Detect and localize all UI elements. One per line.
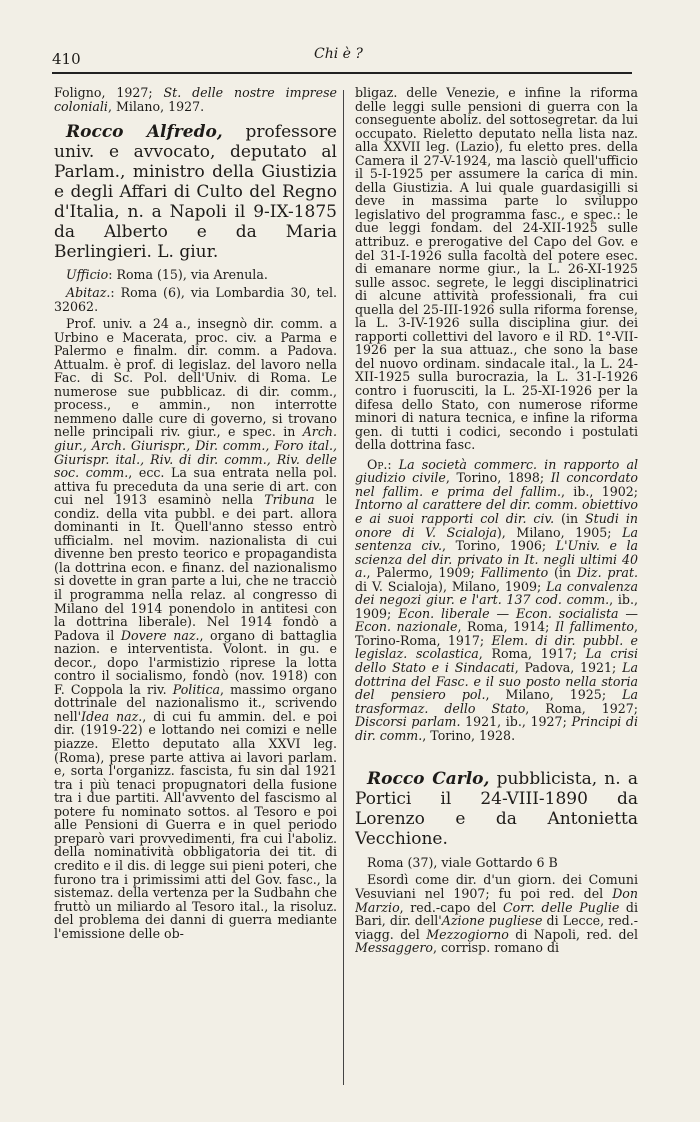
text-run: , Torino, 1928. [422, 727, 516, 743]
text-run: , ib., 1909; [355, 592, 638, 621]
entry-heading-rocco-alfredo: Rocco Alfredo, professore univ. e avvocato, deputato al Parlam., ministro della Giustizia e degli Affari di Culto del Regno d'Italia, n. a Napoli il 9-IX-1875 da Alberto e da Maria Berlingieri. L. giur. [54, 122, 337, 262]
italic-title: Principi di dir. comm. [355, 714, 638, 743]
text-run: ), Milano, 1905; [496, 524, 623, 540]
text-run: , ib., 1902; [561, 483, 638, 499]
italic-title: La crisi dello Stato e i Sindacati [355, 646, 638, 675]
italic-title: Intorno al carattere del dir. comm. obiettivo e ai suoi rapporti col dir. civ. [355, 497, 638, 526]
text-run: di Lecce, red.-viagg. del [355, 913, 638, 942]
entry-name: Rocco Carlo, [367, 769, 490, 790]
italic-title: Azione pugliese [441, 913, 543, 929]
entry-name: Rocco Alfredo, [66, 122, 223, 143]
text-run: , Torino, 1898; [445, 470, 551, 486]
text-run: , Roma, 1927; [525, 700, 638, 716]
text-run: , di cui fu ammin. del. e poi dir. (1919-22) e lottando nei comizi e nelle piazze. Eletto deputato alla XXVI leg. (Roma), prese parte attiva ai lavori parlam. e, sorta l'organizz. fascista, fu sin dal 1921 tra i più tenaci propugnatori della fusione tra i due partiti. All'avvento del fascismo al potere fu nominato sottos. al Tesoro e poi alle Pensioni di Guerra e in quel periodo preparò vari provvedimenti, fra cui l'aboliz. della nominatività obbligatoria dei tit. di credito e il dis. di legge sui pieni poteri, che furono tra i primissimi atti del Gov. fasc., la sistemaz. della vertenza per la Sudbahn che fruttò un miliardo al Tesoro ital., la risoluz. del problema dei danni di guerra mediante l'emissione delle ob- [54, 708, 337, 941]
biography-rocco-alfredo [54, 317, 337, 940]
continued-entry-text: Foligno, 1927; St. delle nostre imprese coloniali, Milano, 1927. [54, 86, 337, 114]
text-run: , massimo organo dottrinale del nazionalismo it., scrivendo nell' [54, 681, 337, 724]
italic-title: L'Univ. e la scienza del dir. privato in It. negli ultimi 40 a. [355, 538, 638, 581]
text-run: , Roma, 1917; [478, 646, 586, 662]
italic-title: Don Marzio [355, 885, 638, 915]
italic-title: Arch. giur., Arch. Giurispr., Dir. comm., Foro ital., Giurispr. ital., Riv. di dir. comm., Riv. delle soc. comm. [54, 424, 337, 481]
text-run: di V. Scialoja), Milano, 1909; [355, 578, 547, 594]
text-run: di Bari, dir. dell' [355, 899, 638, 929]
italic-title: Discorsi parlam. [355, 714, 461, 730]
italic-title: Studi in onore di V. Scialoja [355, 510, 638, 540]
text-run: di Napoli, red. del [508, 926, 638, 942]
text-run: , Milano, 1925; [485, 687, 623, 703]
italic-title: Elem. di dir. pubbl. e legislaz. scolastica [355, 632, 638, 662]
italic-title: Il fallimento [555, 619, 634, 635]
text-run: , Torino, 1906; [442, 538, 556, 554]
works-label: Op.: [367, 456, 392, 472]
italic-title: Il concordato nel fallim. e prima del fallim. [355, 470, 638, 499]
text-run: , Roma, 1914; [457, 619, 555, 635]
italic-title: Messaggero [355, 940, 433, 956]
entry-heading-rocco-carlo: Rocco Carlo, pubblicista, n. a Portici il 24-VIII-1890 da Lorenzo e da Antonietta Vecchione. [355, 769, 638, 849]
page-header [52, 46, 630, 68]
italic-title: Corr. delle Puglie [503, 899, 620, 915]
italic-title: Politica [172, 681, 221, 697]
italic-title: Diz. prat. [576, 565, 638, 581]
italic-title: La convalenza dei negozi giur. e l'art. 137 cod. comm. [355, 578, 638, 608]
biography-continuation: bligaz. delle Venezie, e infine la riforma delle leggi sulle pensioni di guerra con la conseguente aboliz. del sottosegretar. da lui occupato. Rieletto deputato nella lista naz. alla XXVII leg. (Lazio), fu eletto pres. della Camera il 27-V-1924, ma lasciò quell'ufficio il 5-I-1925 per assumere la carica di min. della Giustizia. A lui quale guardasigilli si deve in massima parte lo sviluppo legislativo del programma fasc., e spec.: le due leggi fondam. del 24-XII-1925 sulle attribuz. e prerogative del Capo del Gov. e del 31-I-1926 sulla facoltà del potere esec. di emanare norme giur., la L. 26-XI-1925 sulle assoc. segrete, le leggi disciplinatrici di alcune attività professionali, fra cui quella del 25-III-1926 sulla riforma forense, la L. 3-IV-1926 sulla disciplina giur. dei rapporti collettivi del lavoro e il RD. 1°-VII-1926 per la sua attuaz., che sono la base del nuovo ordinam. sindacale ital., la L. 24-XII-1925 sulla burocrazia, la L. 31-I-1926 contro i fuorusciti, la L. 25-XI-1926 per la difesa dello Stato, con numerose riforme minori di natura tecnica, e infine la riforma gen. di tutti i codici, secondo i postulati della dottrina fasc. [355, 86, 638, 453]
works-list [355, 458, 638, 742]
text-run: Esordì come dir. d'un giorn. dei Comuni Vesuviani nel 1907; fu poi red. del [355, 872, 638, 901]
text-run: , corrisp. romano di [432, 940, 560, 956]
home-address: Roma (37), viale Gottardo 6 B [367, 854, 558, 870]
home-address: Abitaz.: Roma (6), via Lombardia 30, tel. 32062. [54, 284, 337, 314]
text-run: (in [548, 565, 577, 581]
text-run: , Palermo, 1909; [366, 565, 481, 581]
italic-title: Econ. liberale — Econ. socialista — Econ. nazionale [355, 605, 638, 635]
page-number: 410 [52, 50, 81, 68]
text-run: , Torino-Roma, 1917; [355, 619, 638, 648]
left-column [54, 86, 337, 1096]
text-run: Prof. univ. a 24 a., insegnò dir. comm. a Urbino e Macerata, proc. civ. a Parma e Palermo e finalm. dir. comm. a Padova. Attualm. è prof. di legislaz. del lavoro nella Fac. di Sc. Pol. dell'Univ. di Roma. Le numerose sue pubblicaz. di dir. comm., process., e ammin., non interrotte nemmeno dalle cure di governo, si trovano nelle principali riv. giur., e spec. in [54, 316, 337, 440]
italic-title: Mezzogiorno [426, 926, 509, 942]
italic-title: Dovere naz. [120, 627, 200, 643]
text-run: , red.-capo del [399, 899, 504, 915]
text-run: , Padova, 1921; [514, 659, 623, 675]
italic-title: Fallimento [480, 565, 549, 581]
italic-title: La trasformaz. dello Stato [355, 687, 638, 716]
column-divider [343, 90, 344, 1085]
office-address: Ufficio: Roma (15), via Arenula. [66, 267, 268, 283]
text-run: le condiz. della vita pubbl. e dei part. allora dominanti in It. Quell'anno stesso entrò ufficialm. nel movim. nazionalista di cui divenne ben presto teorico e propagandista (la dottrina econ. e finanz. del nazionalismo si dovette in gran parte a lui, che ne tracciò il programma nella relaz. al congresso di Milano del 1914 ponendolo in antitesi con la dottrina liberale). Nel 1914 fondò a Padova il [54, 492, 337, 643]
italic-title: La società commerc. in rapporto al giudizio civile [355, 456, 638, 486]
running-title: Chi è ? [314, 46, 363, 62]
right-column [355, 86, 638, 1096]
italic-title: La dottrina del Fasc. e il suo posto nella storia del pensiero pol. [355, 659, 638, 703]
biography-rocco-carlo [355, 873, 638, 954]
text-run: (in [554, 510, 586, 526]
italic-title: La sentenza civ. [355, 524, 638, 554]
text-run: , organo di battaglia nazion. e interventista. Volont. in gu. e decor., dopo l'armistizio riprese la lotta contro il socialismo, fondò (nov. 1918) con F. Coppola la riv. [54, 627, 337, 697]
italic-title: Idea naz. [81, 708, 143, 724]
text-run: 1921, ib., 1927; [460, 714, 572, 730]
text-run: , ecc. La sua entrata nella pol. attiva fu preceduta da una serie di art. con cui nel 1913 esaminò nella [54, 465, 337, 508]
header-rule [52, 72, 632, 74]
italic-title: Tribuna [264, 492, 315, 508]
